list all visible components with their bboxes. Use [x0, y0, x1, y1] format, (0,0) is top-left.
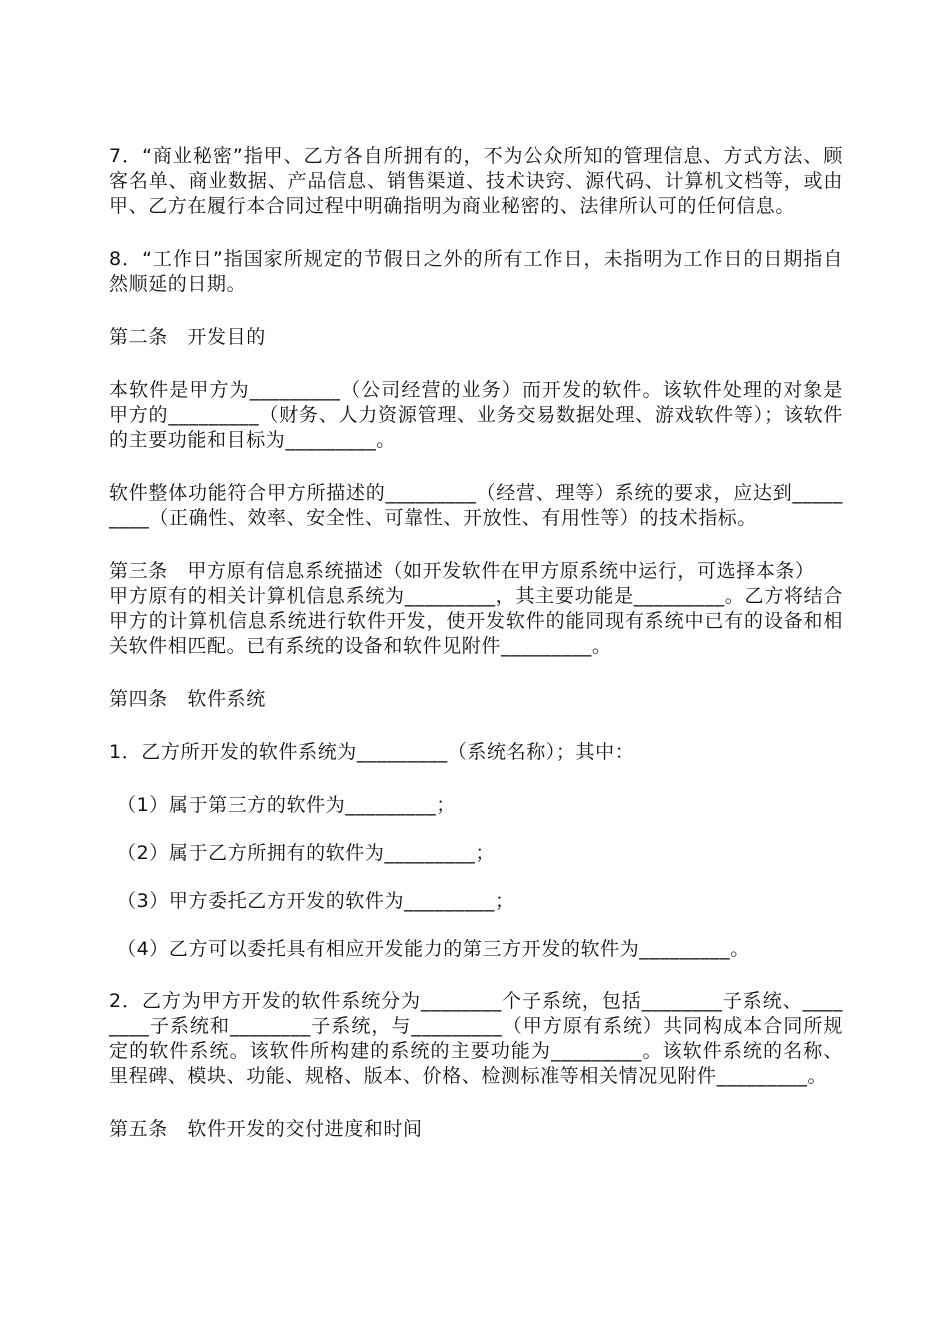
article-2-heading: 第二条 开发目的: [109, 326, 266, 348]
article-4-subitem-3: （3）甲方委托乙方开发的软件为_________；: [117, 890, 515, 912]
article-3-heading: 第三条 甲方原有信息系统描述（如开发软件在甲方原系统中运行，可选择本条）: [109, 560, 815, 582]
article-4-item-2: 2．乙方为甲方开发的软件系统分为________个子系统，包括________子系统、________子系统和________子系统，与_________（甲方原有系统）共同构成本合同所规定的软件系统。该软件所构建的系统的主要功能为_________。该软件系统的名称、里程碑、模块、功能、规格、版本、价格、检测标准等相关情况见附件_________。: [109, 990, 843, 1087]
article-2-paragraph-1: 本软件是甲方为_________（公司经营的业务）而开发的软件。该软件处理的对象是甲方的_________（财务、人力资源管理、业务交易数据处理、游戏软件等）；该软件的主要功能和目标为_________。: [109, 379, 843, 451]
article-3-paragraph: 甲方原有的相关计算机信息系统为_________，其主要功能是_________。乙方将结合甲方的计算机信息系统进行软件开发，使开发软件的能同现有系统中已有的设备和相关软件相匹配。已有系统的设备和软件见附件_________。: [109, 585, 843, 657]
article-4-item-1: 1．乙方所开发的软件系统为_________（系统名称）；其中：: [109, 741, 635, 763]
article-4-subitem-2: （2）属于乙方所拥有的软件为_________；: [117, 842, 495, 864]
article-4-heading: 第四条 软件系统: [109, 688, 266, 710]
clause-7-trade-secret: 7．“商业秘密”指甲、乙方各自所拥有的，不为公众所知的管理信息、方式方法、顾客名单、商业数据、产品信息、销售渠道、技术诀窍、源代码、计算机文档等，或由甲、乙方在履行本合同过程中明确指明为商业秘密的、法律所认可的任何信息。: [109, 145, 843, 217]
article-5-heading: 第五条 软件开发的交付进度和时间: [109, 1118, 423, 1140]
article-4-subitem-4: （4）乙方可以委托具有相应开发能力的第三方开发的软件为_________。: [117, 938, 750, 960]
article-4-subitem-1: （1）属于第三方的软件为_________；: [117, 794, 456, 816]
document-page: [109, 144, 843, 1142]
article-2-paragraph-2: 软件整体功能符合甲方所描述的_________（经营、理等）系统的要求，应达到_________（正确性、效率、安全性、可靠性、开放性、有用性等）的技术指标。: [109, 482, 843, 529]
clause-8-working-day: 8．“工作日”指国家所规定的节假日之外的所有工作日，未指明为工作日的日期指自然顺延的日期。: [109, 248, 843, 295]
